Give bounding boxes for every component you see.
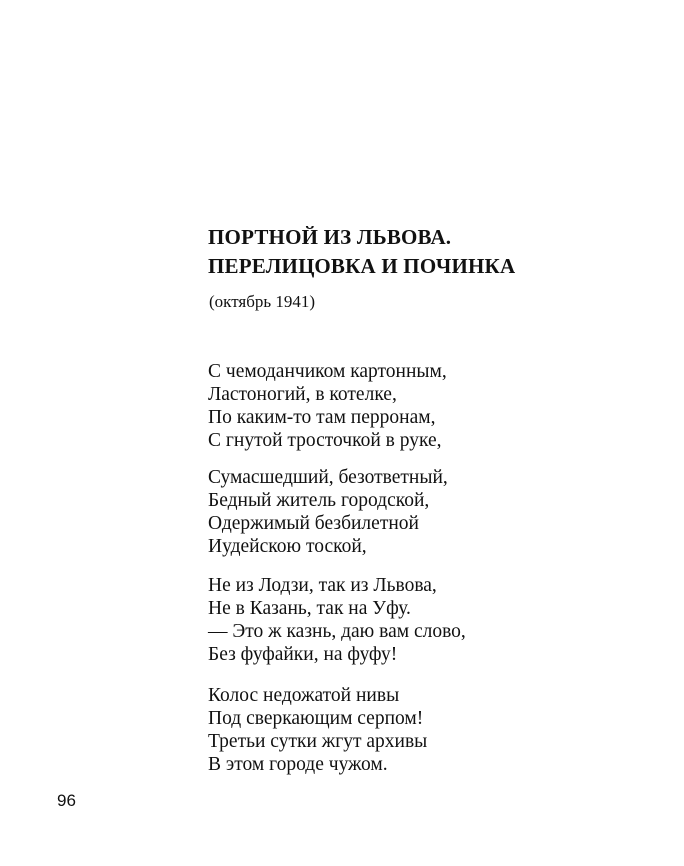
- verse-line: Не из Лодзи, так из Львова,: [208, 575, 437, 596]
- verse-line: С гнутой тросточкой в руке,: [208, 430, 442, 451]
- poem-date: (октябрь 1941): [209, 292, 316, 311]
- verse-line: Сумасшедший, безответный,: [208, 467, 448, 488]
- verse-line: С чемоданчиком картонным,: [208, 361, 447, 382]
- verse-line: Ластоногий, в котелке,: [208, 384, 397, 405]
- stanza-1: [208, 360, 447, 452]
- verse-line: Не в Казань, так на Уфу.: [208, 598, 411, 619]
- poem-title-line-2: ПЕРЕЛИЦОВКА И ПОЧИНКА: [208, 254, 516, 278]
- verse-line: Бедный житель городской,: [208, 490, 430, 511]
- stanza-2: [208, 466, 448, 558]
- verse-line: Одержимый безбилетной: [208, 513, 419, 534]
- verse-line: Третьи сутки жгут архивы: [208, 731, 428, 752]
- verse-line: Без фуфайки, на фуфу!: [208, 644, 398, 665]
- verse-line: В этом городе чужом.: [208, 754, 388, 775]
- poem-title-line-1: ПОРТНОЙ ИЗ ЛЬВОВА.: [208, 225, 452, 249]
- verse-line: Под сверкающим серпом!: [208, 708, 424, 729]
- verse-line: — Это ж казнь, даю вам слово,: [208, 621, 466, 642]
- verse-line: По каким-то там перронам,: [208, 407, 436, 428]
- stanza-3: [208, 574, 466, 666]
- verse-line: Колос недожатой нивы: [208, 685, 400, 706]
- poem-title: [208, 223, 515, 281]
- verse-line: Иудейскою тоской,: [208, 536, 367, 557]
- stanza-4: [208, 684, 427, 776]
- page-number: 96: [57, 791, 76, 810]
